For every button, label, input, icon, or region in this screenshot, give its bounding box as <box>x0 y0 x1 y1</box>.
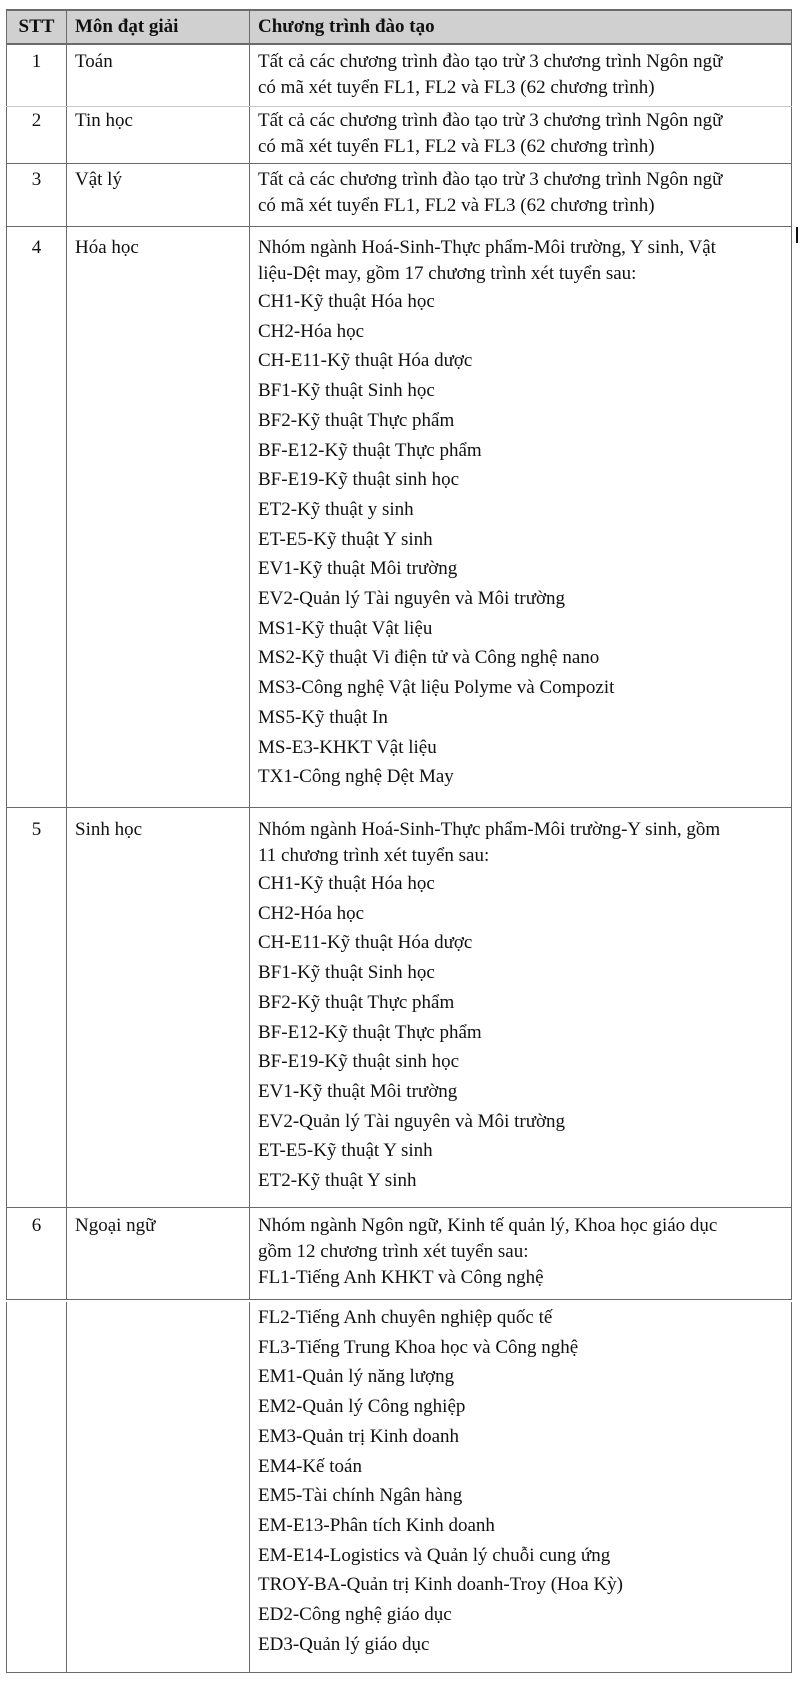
program-intro-line: gồm 12 chương trình xét tuyển sau: <box>258 1241 529 1262</box>
row-stt: 2 <box>6 107 66 163</box>
row-programs <box>249 107 792 163</box>
row-subject-empty <box>66 1302 249 1672</box>
program-list-item: CH2-Hóa học <box>258 902 365 924</box>
row-stt: 6 <box>6 1208 66 1299</box>
program-list-item: TROY-BA-Quản trị Kinh doanh-Troy (Hoa Kỳ) <box>258 1574 624 1596</box>
program-list-item: ED2-Công nghệ giáo dục <box>258 1604 452 1626</box>
program-list-item: EM3-Quản trị Kinh doanh <box>258 1425 460 1447</box>
program-intro-line: Tất cả các chương trình đào tạo trừ 3 chương trình Ngôn ngữ <box>258 51 723 72</box>
program-intro-line: Nhóm ngành Hoá-Sinh-Thực phẩm-Môi trường-Y sinh, gồm <box>258 819 721 840</box>
program-list-item: EV1-Kỹ thuật Môi trường <box>258 1080 458 1102</box>
table-row <box>6 45 792 107</box>
program-list-item: EV2-Quản lý Tài nguyên và Môi trường <box>258 588 566 610</box>
program-list-item: FL1-Tiếng Anh KHKT và Công nghệ <box>258 1267 544 1288</box>
program-intro-line: có mã xét tuyển FL1, FL2 và FL3 (62 chương trình) <box>258 136 655 157</box>
row-subject: Hóa học <box>66 227 249 807</box>
row-subject: Toán <box>66 45 249 106</box>
row-subject: Tin học <box>66 107 249 163</box>
row-subject: Vật lý <box>66 164 249 226</box>
program-list-item: FL3-Tiếng Trung Khoa học và Công nghệ <box>258 1336 579 1358</box>
table-row <box>6 164 792 227</box>
table-row <box>6 808 792 1208</box>
program-list-item: BF1-Kỹ thuật Sinh học <box>258 962 435 984</box>
row-programs <box>249 164 792 226</box>
program-list-item: TX1-Công nghệ Dệt May <box>258 766 454 788</box>
program-intro-line: Tất cả các chương trình đào tạo trừ 3 chương trình Ngôn ngữ <box>258 169 723 190</box>
program-list-item: BF1-Kỹ thuật Sinh học <box>258 380 435 402</box>
program-list-item: CH2-Hóa học <box>258 320 365 342</box>
row-programs <box>249 1208 792 1299</box>
row-programs <box>249 227 792 807</box>
margin-mark <box>796 227 798 243</box>
program-list-item: BF-E12-Kỹ thuật Thực phẩm <box>258 439 482 461</box>
program-list-item: CH-E11-Kỹ thuật Hóa dược <box>258 350 473 372</box>
program-list-item: EM-E14-Logistics và Quản lý chuỗi cung ứng <box>258 1544 611 1566</box>
program-list-item: BF2-Kỹ thuật Thực phẩm <box>258 991 455 1013</box>
program-list-item: CH1-Kỹ thuật Hóa học <box>258 291 435 312</box>
program-intro-line: 11 chương trình xét tuyển sau: <box>258 845 490 866</box>
program-intro-line: có mã xét tuyển FL1, FL2 và FL3 (62 chương trình) <box>258 195 655 216</box>
program-list-item: EM-E13-Phân tích Kinh doanh <box>258 1514 495 1536</box>
row-stt: 4 <box>6 227 66 807</box>
program-list-item: MS2-Kỹ thuật Vi điện tử và Công nghệ nano <box>258 647 600 669</box>
header-subject: Môn đạt giải <box>66 11 249 43</box>
program-intro-line: Nhóm ngành Hoá-Sinh-Thực phẩm-Môi trường, Y sinh, Vật <box>258 237 716 258</box>
table-row-continuation <box>6 1302 792 1673</box>
program-list-item: EV2-Quản lý Tài nguyên và Môi trường <box>258 1110 566 1132</box>
program-list-item: BF-E12-Kỹ thuật Thực phẩm <box>258 1021 482 1043</box>
program-list <box>258 1263 791 1293</box>
table-row <box>6 1208 792 1300</box>
program-intro-line: Nhóm ngành Ngôn ngữ, Kinh tế quản lý, Khoa học giáo dục <box>258 1215 718 1236</box>
program-list-item: BF2-Kỹ thuật Thực phẩm <box>258 409 455 431</box>
program-list-item: ET2-Kỹ thuật Y sinh <box>258 1170 417 1192</box>
row-stt: 1 <box>6 45 66 106</box>
program-list-item: BF-E19-Kỹ thuật sinh học <box>258 1051 460 1073</box>
program-list-item: BF-E19-Kỹ thuật sinh học <box>258 469 460 491</box>
table-row <box>6 107 792 164</box>
row-subject: Ngoại ngữ <box>66 1208 249 1299</box>
row-programs <box>249 808 792 1207</box>
program-intro-line: liệu-Dệt may, gồm 17 chương trình xét tuyển sau: <box>258 263 637 284</box>
program-intro-line: Tất cả các chương trình đào tạo trừ 3 chương trình Ngôn ngữ <box>258 110 723 131</box>
row-programs <box>249 45 792 106</box>
row-stt-empty <box>6 1302 66 1672</box>
program-list-item: EM2-Quản lý Công nghiệp <box>258 1396 466 1418</box>
program-list-item: FL2-Tiếng Anh chuyên nghiệp quốc tế <box>258 1307 553 1328</box>
program-list-item: CH1-Kỹ thuật Hóa học <box>258 873 435 894</box>
program-list-item: MS5-Kỹ thuật In <box>258 706 388 728</box>
program-list <box>258 869 791 1196</box>
program-list <box>258 287 791 792</box>
row-stt: 3 <box>6 164 66 226</box>
row-programs <box>249 1302 792 1672</box>
program-list-item: MS1-Kỹ thuật Vật liệu <box>258 617 433 639</box>
table-row <box>6 227 792 808</box>
header-stt: STT <box>6 11 66 43</box>
program-list-item: ET-E5-Kỹ thuật Y sinh <box>258 1140 433 1162</box>
header-programs: Chương trình đào tạo <box>249 11 792 43</box>
program-list-item: ET-E5-Kỹ thuật Y sinh <box>258 528 433 550</box>
program-list-item: MS-E3-KHKT Vật liệu <box>258 736 437 758</box>
program-list-item: EM5-Tài chính Ngân hàng <box>258 1485 463 1507</box>
program-list-item: ET2-Kỹ thuật y sinh <box>258 498 414 520</box>
program-list-item: ED3-Quản lý giáo dục <box>258 1633 430 1655</box>
program-list-item: EV1-Kỹ thuật Môi trường <box>258 558 458 580</box>
program-list-item: EM4-Kế toán <box>258 1455 362 1477</box>
row-subject: Sinh học <box>66 808 249 1207</box>
program-list <box>258 1303 791 1659</box>
program-list-item: CH-E11-Kỹ thuật Hóa dược <box>258 932 473 954</box>
row-stt: 5 <box>6 808 66 1207</box>
program-list-item: MS3-Công nghệ Vật liệu Polyme và Compozit <box>258 677 615 699</box>
table-header-row <box>6 9 792 45</box>
program-list-item: EM1-Quản lý năng lượng <box>258 1366 455 1388</box>
program-intro-line: có mã xét tuyển FL1, FL2 và FL3 (62 chương trình) <box>258 77 655 98</box>
